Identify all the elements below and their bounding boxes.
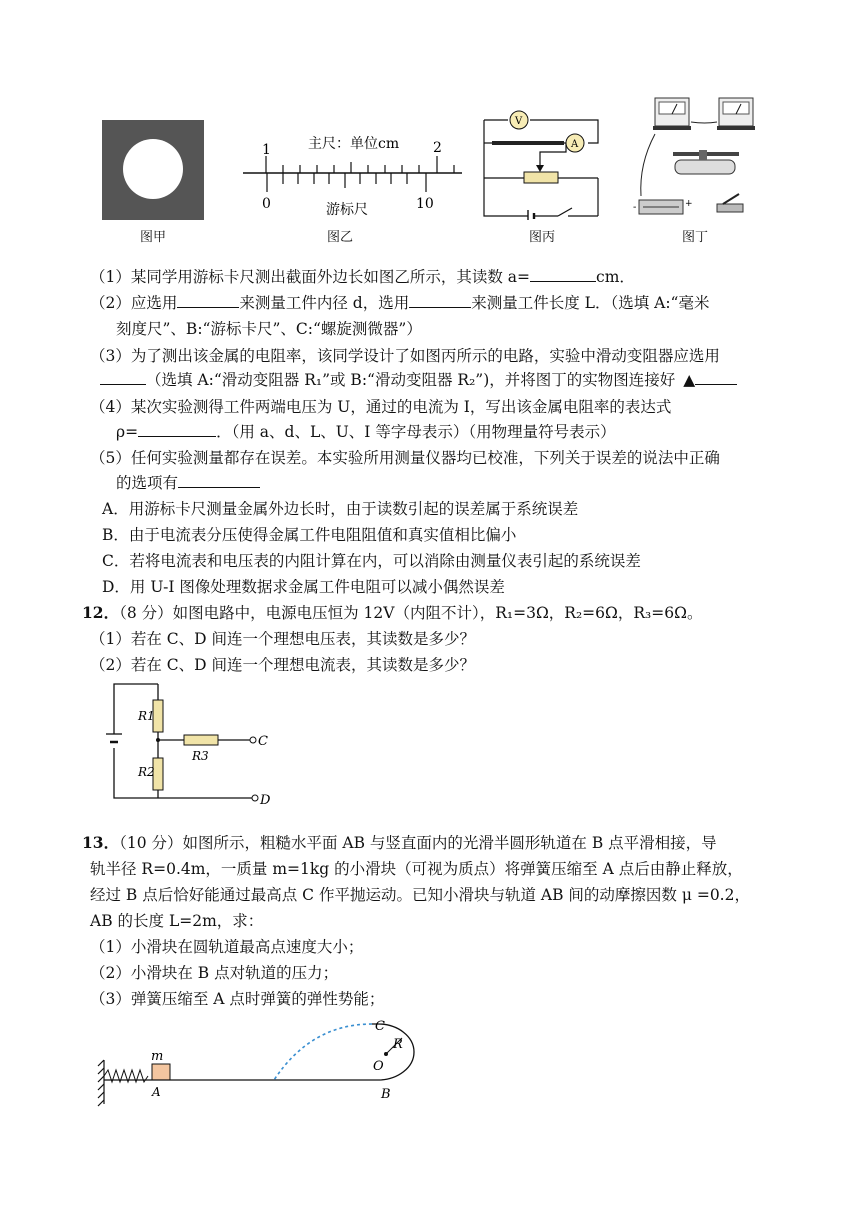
caption-yi: 图乙 [326, 230, 353, 245]
switch-icon [717, 194, 743, 212]
rheostat-icon [673, 150, 739, 174]
caption-jia: 图甲 [139, 230, 166, 245]
label-m: m [151, 1049, 164, 1064]
q11-part4-cont: ρ= ．（用 a、d、L、U、I 等字母表示）（用物理量符号表示） [116, 423, 616, 441]
main-tick-2: 2 [433, 140, 442, 156]
label-r1: R1 [138, 709, 155, 723]
q11-part4: （4）某次实验测得工件两端电压为 U，通过的电流为 I，写出该金属电阻率的表达式 [90, 398, 672, 416]
label-b: B [381, 1087, 391, 1102]
blank-rho [138, 422, 216, 437]
label-a: A [152, 1085, 161, 1099]
figure-jia [102, 120, 204, 220]
hole-circle [123, 139, 183, 199]
q13-stem-3: 经过 B 点后恰好能通过最高点 C 作平抛运动。已知小滑块与轨道 AB 间的动摩擦因数 μ =0.2， [90, 886, 750, 904]
q12-stem: 12．（8 分）如图电路中，电源电压恒为 12V（内阻不计），R₁=3Ω，R₂=6Ω，R₃=6Ω。 [82, 603, 703, 622]
q11-option-d: D．用 U-I 图像处理数据求金属工件电阻可以减小偶然误差 [102, 578, 505, 596]
blank-l-tool [409, 293, 471, 308]
q11-part5: （5）任何实验测量都存在误差。本实验所用测量仪器均已校准，下列关于误差的说法中正确 [90, 449, 720, 467]
label-c: C [375, 1019, 385, 1034]
blank-options [178, 473, 260, 488]
q11-option-b: B．由于电流表分压使得金属工件电阻阻值和真实值相比偏小 [102, 526, 517, 544]
blank-a [530, 267, 596, 282]
meter-right-icon [717, 98, 755, 130]
battery-icon [639, 200, 683, 214]
q11-option-a: A．用游标卡尺测量金属外边长时，由于读数引起的误差属于系统误差 [102, 500, 579, 518]
meter-left-icon [653, 98, 691, 130]
blank-rheostat [100, 370, 146, 385]
label-c: C [258, 734, 268, 749]
q11-part2: （2）应选用 来测量工件内径 d，选用 来测量工件长度 L．（选填 A:“毫米 [90, 294, 710, 312]
vernier-0: 0 [262, 196, 271, 212]
blank-d-tool [177, 293, 239, 308]
figure-bing-circuit [478, 108, 608, 220]
q13-part1: （1）小滑块在圆轨道最高点速度大小； [90, 938, 364, 956]
q11-option-c: C．若将电流表和电压表的内阻计算在内，可以消除由测量仪表引起的系统误差 [102, 552, 641, 570]
q11-part3: （3）为了测出该金属的电阻率，该同学设计了如图丙所示的电路，实验中滑动变阻器应选用 [90, 347, 720, 365]
workpiece [492, 141, 564, 145]
q11-part5-cont: 的选项有 [116, 472, 816, 494]
main-scale-label: 主尺：单位cm [308, 136, 400, 152]
q13-stem-2: 轨半径 R=0.4m，一质量 m=1kg 的小滑块（可视为质点）将弹簧压缩至 A 点后由静止释放， [90, 860, 743, 878]
figure-yi-vernier [240, 132, 465, 222]
main-tick-1: 1 [262, 142, 271, 158]
vernier-ticks [267, 173, 426, 192]
svg-text:V: V [515, 116, 523, 127]
wall-hatch [98, 1060, 104, 1106]
vernier-10: 10 [416, 196, 434, 212]
q13-stem-4: AB 的长度 L=2m，求： [90, 912, 264, 930]
svg-text:+: + [685, 199, 693, 209]
q12-part1: （1）若在 C、D 间连一个理想电压表，其读数是多少？ [90, 630, 476, 648]
figure-ding-apparatus [625, 94, 765, 224]
vernier-label: 游标尺 [326, 202, 368, 218]
q11-part2-cont: 刻度尺”、B:“游标卡尺”、C:“螺旋测微器”） [116, 320, 422, 338]
q13-part2: （2）小滑块在 B 点对轨道的压力； [90, 964, 339, 982]
rheostat [524, 172, 558, 183]
q11-part3-cont: （选填 A:“滑动变阻器 R₁”或 B:“滑动变阻器 R₂”)，并将图丁的实物图连接好 ▲ [100, 369, 800, 391]
label-o: O [373, 1059, 384, 1074]
trajectory [274, 1024, 372, 1080]
caption-bing: 图丙 [528, 230, 555, 245]
q13-track-diagram [96, 1014, 446, 1114]
svg-text:A: A [571, 139, 579, 150]
q12-part2: （2）若在 C、D 间连一个理想电流表，其读数是多少？ [90, 656, 476, 674]
q13-stem-1: 13．（10 分）如图所示，粗糙水平面 AB 与竖直面内的光滑半圆形轨道在 B 点平滑相接，导 [82, 833, 717, 852]
label-r2: R2 [138, 765, 155, 779]
q11-part1: （1）某同学用游标卡尺测出截面外边长如图乙所示，其读数 a= cm． [90, 268, 635, 286]
resistor-r3 [184, 735, 218, 745]
q12-circuit-diagram [104, 678, 280, 806]
label-r3: R3 [192, 749, 209, 763]
svg-text:-: - [633, 202, 637, 213]
block-m [152, 1064, 170, 1080]
main-scale-ticks [266, 156, 454, 173]
q13-part3: （3）弹簧压缩至 A 点时弹簧的弹性势能； [90, 990, 385, 1008]
label-r: R [393, 1037, 403, 1052]
caption-ding: 图丁 [681, 230, 708, 245]
label-d: D [260, 793, 271, 806]
